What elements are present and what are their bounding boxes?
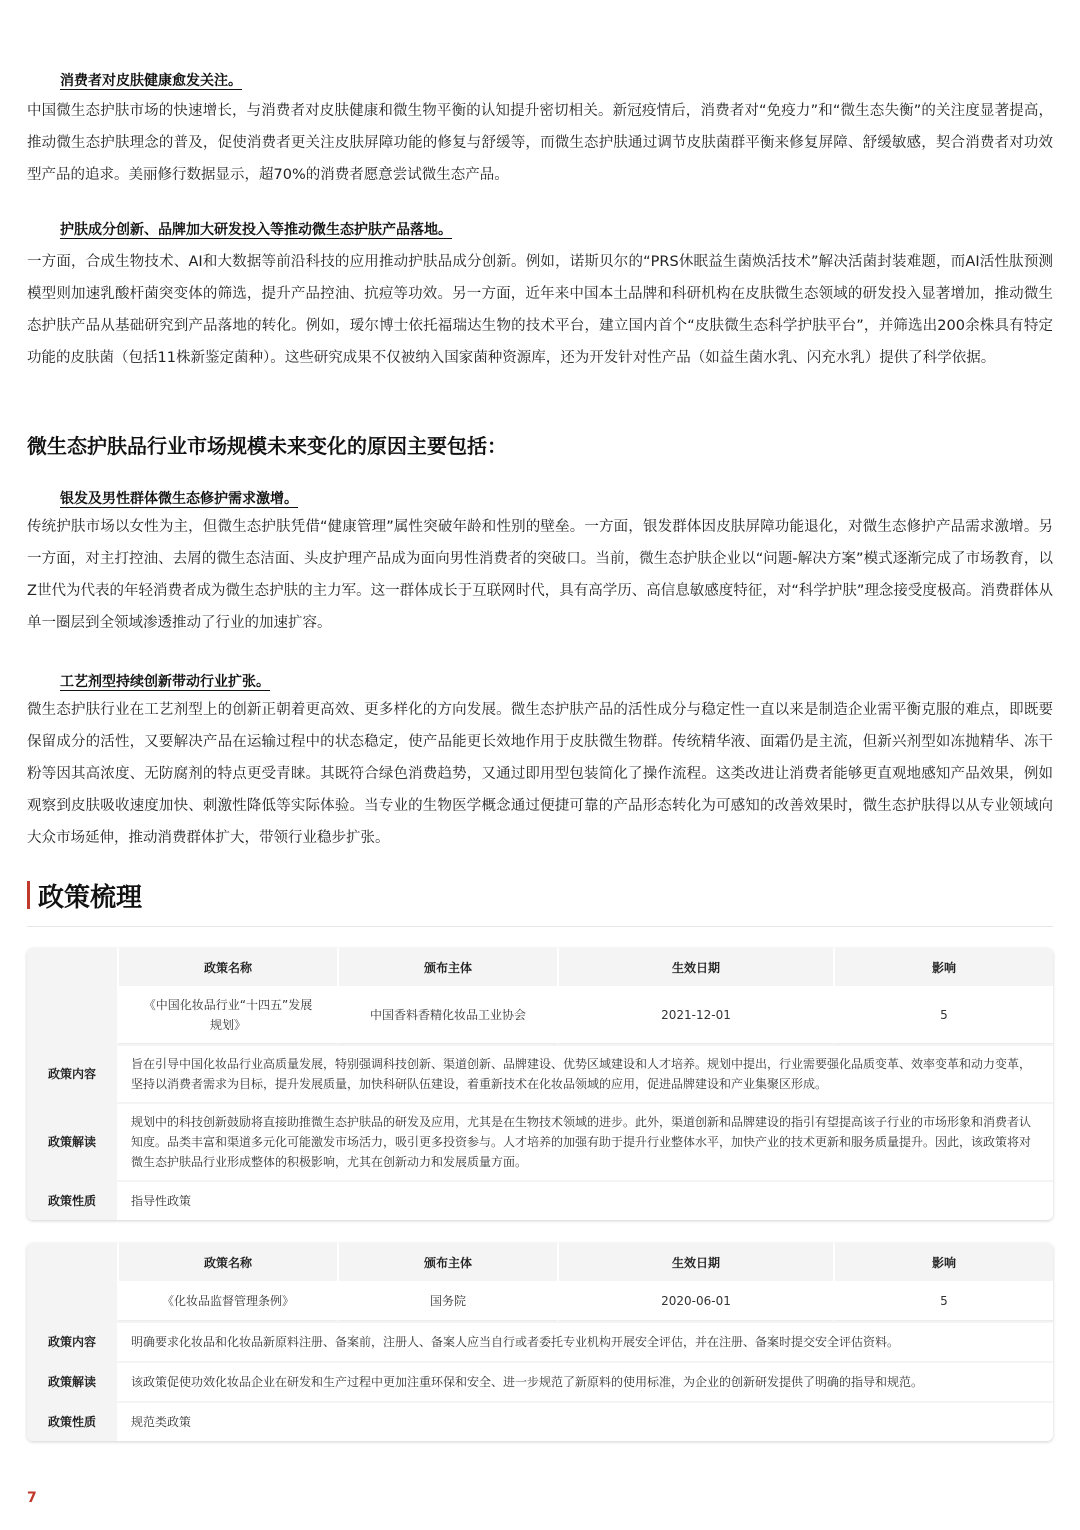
label-policy-nature: 政策性质 bbox=[27, 1180, 117, 1220]
policy-name: 《化妆品监督管理条例》 bbox=[117, 1281, 337, 1321]
header-impact: 影响 bbox=[833, 1243, 1053, 1281]
label-policy-interpretation: 政策解读 bbox=[27, 1361, 117, 1401]
label-policy-nature: 政策性质 bbox=[27, 1401, 117, 1441]
policy-interpretation-row bbox=[27, 1361, 1053, 1401]
policy-impact: 5 bbox=[833, 986, 1053, 1044]
section-accent-bar bbox=[27, 881, 30, 909]
section-divider bbox=[27, 926, 1053, 927]
subheading-formulation: 工艺剂型持续创新带动行业扩张。 bbox=[60, 674, 270, 690]
header-impact: 影响 bbox=[833, 948, 1053, 986]
label-policy-content: 政策内容 bbox=[27, 1321, 117, 1361]
policy-section-title-text: 政策梳理 bbox=[38, 882, 143, 913]
label-policy-content: 政策内容 bbox=[27, 1044, 117, 1102]
policy-interpretation-row bbox=[27, 1102, 1053, 1180]
policy-date: 2021-12-01 bbox=[557, 986, 833, 1044]
subheading-consumer-focus: 消费者对皮肤健康愈发关注。 bbox=[60, 73, 242, 89]
policy-nature-text: 指导性政策 bbox=[117, 1180, 1053, 1220]
policy-header-row bbox=[27, 1243, 1053, 1281]
policy-values-row bbox=[27, 986, 1053, 1044]
policy-header-row bbox=[27, 948, 1053, 986]
policy-nature-text: 规范类政策 bbox=[117, 1401, 1053, 1441]
values-blank-cell bbox=[27, 986, 117, 1044]
header-policy-name: 政策名称 bbox=[117, 1243, 337, 1281]
policy-card bbox=[27, 1243, 1053, 1441]
paragraph-silver-male: 传统护肤市场以女性为主，但微生态护肤凭借“健康管理”属性突破年龄和性别的壁垒。一方面，银发群体因皮肤屏障功能退化，对微生态修护产品需求激增。另一方面，对主打控油、去屑的微生态洁面、头皮护理产品成为面向男性消费者的突破口。当前，微生态护肤企业以“问题-解决方案”模式逐渐完成了市场教育，以Z世代为代表的年轻消费者成为微生态护肤的主力军。这一群体成长于互联网时代，具有高学历、高信息敏感度特征，对“科学护肤”理念接受度极高。消费群体从单一圈层到全领域渗透推动了行业的加速扩容。 bbox=[27, 519, 1053, 631]
policy-content-row bbox=[27, 1321, 1053, 1361]
policy-interpretation-text: 该政策促使功效化妆品企业在研发和生产过程中更加注重环保和安全、进一步规范了新原料的使用标准，为企业的创新研发提供了明确的指导和规范。 bbox=[117, 1361, 1053, 1401]
paragraph-consumer-focus: 中国微生态护肤市场的快速增长，与消费者对皮肤健康和微生物平衡的认知提升密切相关。新冠疫情后，消费者对“免疫力”和“微生态失衡”的关注度显著提高，推动微生态护肤理念的普及，促使消费者更关注皮肤屏障功能的修复与舒缓等，而微生态护肤通过调节皮肤菌群平衡来修复屏障、舒缓敏感，契合消费者对功效型产品的追求。美丽修行数据显示，超70%的消费者愿意尝试微生态产品。 bbox=[27, 103, 1053, 183]
policy-issuer: 国务院 bbox=[337, 1281, 557, 1321]
header-issuer: 颁布主体 bbox=[337, 948, 557, 986]
policy-content-text: 明确要求化妆品和化妆品新原料注册、备案前，注册人、备案人应当自行或者委托专业机构开展安全评估，并在注册、备案时提交安全评估资料。 bbox=[117, 1321, 1053, 1361]
policy-date: 2020-06-01 bbox=[557, 1281, 833, 1321]
header-blank-cell bbox=[27, 1243, 117, 1281]
page-number: 7 bbox=[27, 1490, 37, 1506]
paragraph-formulation: 微生态护肤行业在工艺剂型上的创新正朝着更高效、更多样化的方向发展。微生态护肤产品的活性成分与稳定性一直以来是制造企业需平衡克服的难点，即既要保留成分的活性，又要解决产品在运输过程中的状态稳定，使产品能更长效地作用于皮肤微生物群。传统精华液、面霜仍是主流，但新兴剂型如冻抛精华、冻干粉等因其高浓度、无防腐剂的特点更受青睐。其既符合绿色消费趋势，又通过即用型包装简化了操作流程。这类改进让消费者能够更直观地感知产品效果，例如观察到皮肤吸收速度加快、刺激性降低等实际体验。当专业的生物医学概念通过便捷可靠的产品形态转化为可感知的改善效果时，微生态护肤得以从专业领域向大众市场延伸，推动消费群体扩大，带领行业稳步扩张。 bbox=[27, 702, 1053, 846]
policy-issuer: 中国香料香精化妆品工业协会 bbox=[337, 986, 557, 1044]
policy-interpretation-text: 规划中的科技创新鼓励将直接助推微生态护肤品的研发及应用，尤其是在生物技术领域的进步。此外，渠道创新和品牌建设的指引有望提高该子行业的市场形象和消费者认知度。品类丰富和渠道多元化可能激发市场活力，吸引更多投资参与。人才培养的加强有助于提升行业整体水平，加快产业的技术更新和服务质量提升。因此，该政策将对微生态护肤品行业形成整体的积极影响，尤其在创新动力和发展质量方面。 bbox=[117, 1102, 1053, 1180]
policy-nature-row bbox=[27, 1180, 1053, 1220]
policy-card bbox=[27, 948, 1053, 1220]
header-policy-name: 政策名称 bbox=[117, 948, 337, 986]
future-drivers-heading: 微生态护肤品行业市场规模未来变化的原因主要包括： bbox=[27, 434, 507, 458]
subheading-silver-male: 银发及男性群体微生态修护需求激增。 bbox=[60, 491, 298, 507]
header-effective-date: 生效日期 bbox=[557, 1243, 833, 1281]
policy-values-row bbox=[27, 1281, 1053, 1321]
policy-section-title bbox=[27, 875, 142, 915]
header-blank-cell bbox=[27, 948, 117, 986]
label-policy-interpretation: 政策解读 bbox=[27, 1102, 117, 1180]
policy-content-text: 旨在引导中国化妆品行业高质量发展，特别强调科技创新、渠道创新、品牌建设、优势区域建设和人才培养。规划中提出，行业需要强化品质变革、效率变革和动力变革，坚持以消费者需求为目标，提升发展质量，加快科研队伍建设，着重新技术在化妆品领域的应用，促进品牌建设和产业集聚区形成。 bbox=[117, 1044, 1053, 1102]
header-issuer: 颁布主体 bbox=[337, 1243, 557, 1281]
policy-nature-row bbox=[27, 1401, 1053, 1441]
values-blank-cell bbox=[27, 1281, 117, 1321]
policy-impact: 5 bbox=[833, 1281, 1053, 1321]
policy-content-row bbox=[27, 1044, 1053, 1102]
paragraph-ingredient-innovation: 一方面，合成生物技术、AI和大数据等前沿科技的应用推动护肤品成分创新。例如，诺斯贝尔的“PRS休眠益生菌焕活技术”解决活菌封装难题，而AI活性肽预测模型则加速乳酸杆菌突变体的筛选，提升产品控油、抗痘等功效。另一方面，近年来中国本土品牌和科研机构在皮肤微生态领域的研发投入显著增加，推动微生态护肤产品从基础研究到产品落地的转化。例如，瑷尔博士依托福瑞达生物的技术平台，建立国内首个“皮肤微生态科学护肤平台”，并筛选出200余株具有特定功能的皮肤菌（包括11株新鉴定菌种）。这些研究成果不仅被纳入国家菌种资源库，还为开发针对性产品（如益生菌水乳、闪充水乳）提供了科学依据。 bbox=[27, 254, 1053, 366]
subheading-ingredient-innovation: 护肤成分创新、品牌加大研发投入等推动微生态护肤产品落地。 bbox=[60, 222, 452, 238]
policy-name: 《中国化妆品行业“十四五”发展规划》 bbox=[117, 986, 337, 1044]
header-effective-date: 生效日期 bbox=[557, 948, 833, 986]
